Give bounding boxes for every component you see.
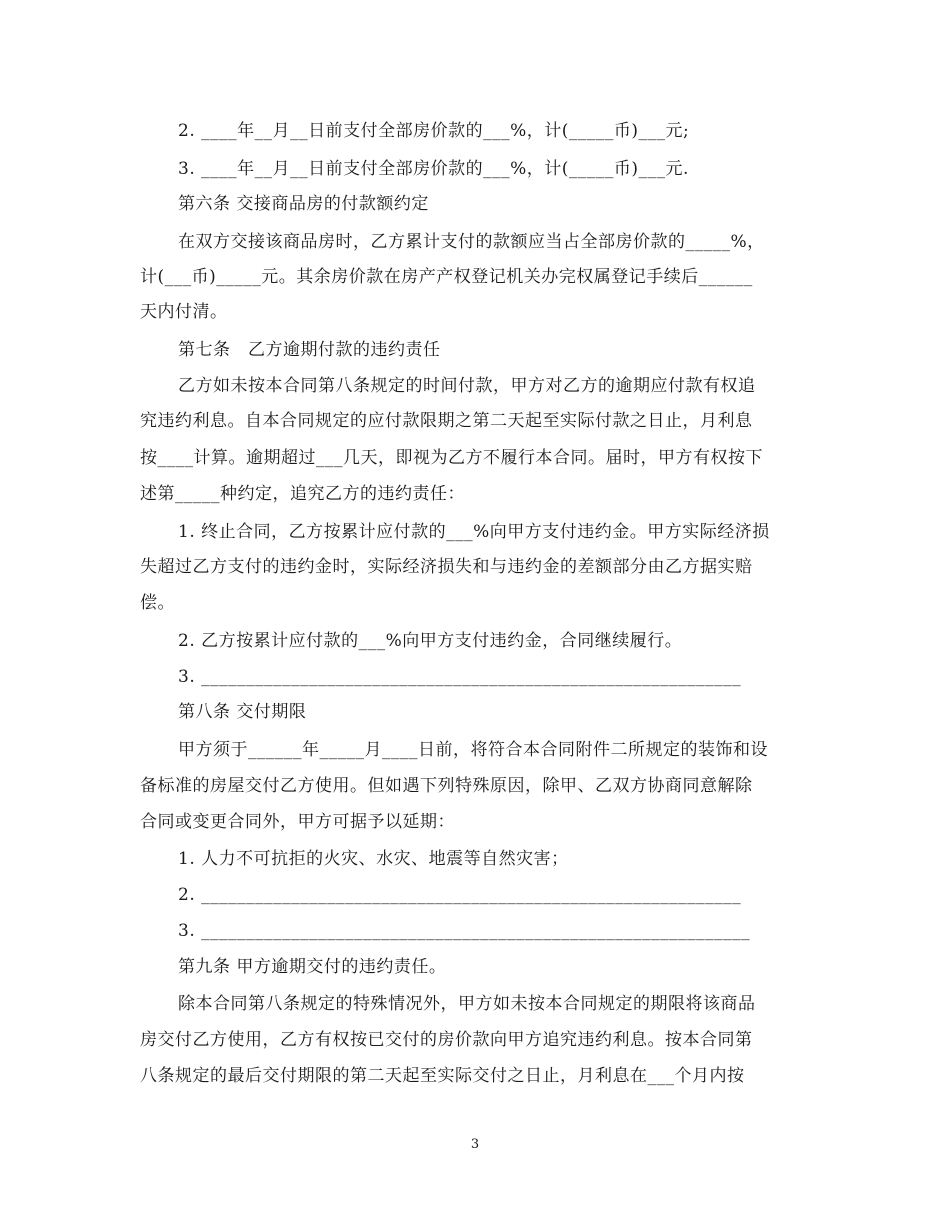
text-line: 3. ____________________________________________________________	[178, 667, 742, 687]
page-number: 3	[470, 1137, 480, 1152]
text-line: 计(___币)_____元。其余房价款在房产产权登记机关办完权属登记手续后______	[140, 267, 753, 287]
text-line: 失超过乙方支付的违约金时，实际经济损失和与违约金的差额部分由乙方据实赔	[140, 557, 753, 577]
text-line: 1. 人力不可抗拒的火灾、水灾、地震等自然灾害；	[178, 849, 569, 869]
text-line: 1. 终止合同，乙方按累计应付款的___%向甲方支付违约金。甲方实际经济损	[178, 522, 770, 542]
text-line: 八条规定的最后交付期限的第二天起至实际交付之日止，月利息在___个月内按	[140, 1066, 745, 1086]
text-line: 按____计算。逾期超过___几天，即视为乙方不履行本合同。届时，甲方有权按下	[140, 448, 763, 468]
text-line: 天内付清。	[140, 302, 228, 322]
section-heading: 第六条 交接商品房的付款额约定	[178, 194, 429, 214]
text-line: 备标准的房屋交付乙方使用。但如遇下列特殊原因，除甲、乙双方协商同意解除	[140, 776, 753, 796]
text-line: 房交付乙方使用，乙方有权按已交付的房价款向甲方追究违约利息。按本合同第	[140, 1030, 753, 1050]
text-line: 3. _____________________________________________________________	[178, 921, 751, 941]
text-line: 在双方交接该商品房时，乙方累计支付的款额应当占全部房价款的_____%，	[178, 232, 765, 252]
section-heading: 第七条 乙方逾期付款的违约责任	[178, 340, 441, 360]
text-line: 甲方须于______年_____月____日前，将符合本合同附件二所规定的装饰和设	[178, 740, 768, 760]
text-line: 乙方如未按本合同第八条规定的时间付款，甲方对乙方的逾期应付款有权追	[178, 376, 756, 396]
text-line: 偿。	[140, 593, 175, 613]
text-line: 述第_____种约定，追究乙方的违约责任：	[140, 484, 465, 504]
text-line: 2. ____年__月__日前支付全部房价款的___%，计(_____币)___元;	[178, 121, 690, 141]
section-heading: 第九条 甲方逾期交付的违约责任。	[178, 957, 447, 977]
text-line: 究违约利息。自本合同规定的应付款限期之第二天起至实际付款之日止，月利息	[140, 411, 753, 431]
text-line: 3. ____年__月__日前支付全部房价款的___%，计(_____币)___元.	[178, 159, 689, 179]
section-heading: 第八条 交付期限	[178, 702, 307, 722]
text-line: 2. ____________________________________________________________	[178, 885, 742, 905]
text-line: 2. 乙方按累计应付款的___%向甲方支付违约金，合同继续履行。	[178, 631, 683, 651]
text-line: 除本合同第八条规定的特殊情况外，甲方如未按本合同规定的期限将该商品	[178, 994, 756, 1014]
text-line: 合同或变更合同外，甲方可据予以延期：	[140, 812, 455, 832]
